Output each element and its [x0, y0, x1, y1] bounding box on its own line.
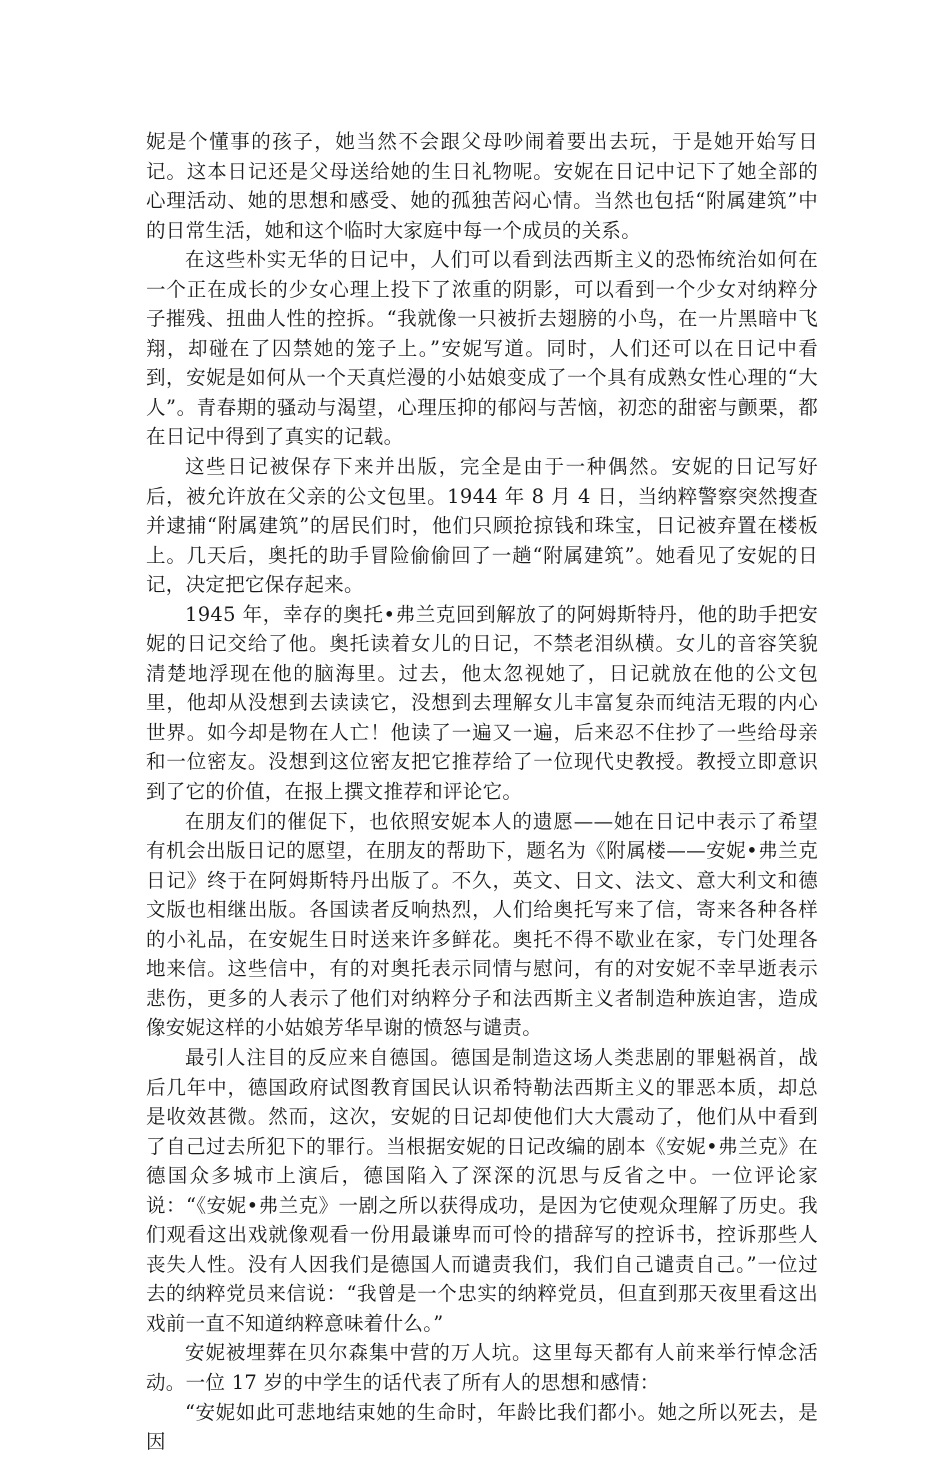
paragraph-6: 最引人注目的反应来自德国。德国是制造这场人类悲剧的罪魁祸首，战后几年中，德国政府试图教育国民认识希特勒法西斯主义的罪恶本质，却总是收效甚微。然而，这次，安妮的日记却使他们大大震动了，他们从中看到了自己过去所犯下的罪行。当根据安妮的日记改编的剧本《安妮•弗兰克》在德国众多城市上演后，德国陷入了深深的沉思与反省之中。一位评论家说：“《安妮•弗兰克》一剧之所以获得成功，是因为它使观众理解了历史。我们观看这出戏就像观看一份用最谦卑而可怜的措辞写的控诉书，控诉那些人丧失人性。没有人因我们是德国人而谴责我们，我们自己谴责自己。”一位过去的纳粹党员来信说：“我曾是一个忠实的纳粹党员，但直到那天夜里看这出戏前一直不知道纳粹意味着什么。”: [146, 1045, 818, 1335]
article-body: [146, 127, 818, 1457]
paragraph-3: 这些日记被保存下来并出版，完全是由于一种偶然。安妮的日记写好后，被允许放在父亲的公文包里。1944 年 8 月 4 日，当纳粹警察突然搜查并逮捕“附属建筑”的居民们时，他们只顾抢掠钱和珠宝，日记被弃置在楼板上。几天后，奥托的助手冒险偷偷回了一趟“附属建筑”。她看见了安妮的日记，决定把它保存起来。: [146, 455, 818, 597]
paragraph-4: 1945 年，幸存的奥托•弗兰克回到解放了的阿姆斯特丹，他的助手把安妮的日记交给了他。奥托读着女儿的日记，不禁老泪纵横。女儿的音容笑貌清楚地浮现在他的脑海里。过去，他太忽视她了，日记就放在他的公文包里，他却从没想到去读读它，没想到去理解女儿丰富复杂而纯洁无瑕的内心世界。如今却是物在人亡！他读了一遍又一遍，后来忍不住抄了一些给母亲和一位密友。没想到这位密友把它推荐给了一位现代史教授。教授立即意识到了它的价值，在报上撰文推荐和评论它。: [146, 602, 818, 804]
paragraph-7: 安妮被埋葬在贝尔森集中营的万人坑。这里每天都有人前来举行悼念活动。一位 17 岁的中学生的话代表了所有人的思想和感情：: [146, 1341, 818, 1394]
paragraph-2: 在这些朴实无华的日记中，人们可以看到法西斯主义的恐怖统治如何在一个正在成长的少女心理上投下了浓重的阴影，可以看到一个少女对纳粹分子摧残、扭曲人性的控拆。“我就像一只被折去翅膀的小鸟，在一片黑暗中飞翔，却碰在了囚禁她的笼子上。”安妮写道。同时，人们还可以在日记中看到，安妮是如何从一个天真烂漫的小姑娘变成了一个具有成熟女性心理的“大人”。青春期的骚动与渴望，心理压抑的郁闷与苦恼，初恋的甜密与颤栗，都在日记中得到了真实的记载。: [146, 248, 818, 449]
paragraph-5: 在朋友们的催促下，也依照安妮本人的遗愿——她在日记中表示了希望有机会出版日记的愿望，在朋友的帮助下，题名为《附属楼——安妮•弗兰克日记》终于在阿姆斯特丹出版了。不久，英文、日文、法文、意大利文和德文版也相继出版。各国读者反响热烈，人们给奥托写来了信，寄来各种各样的小礼品，在安妮生日时送来许多鲜花。奥托不得不歇业在家，专门处理各地来信。这些信中，有的对奥托表示同情与慰问，有的对安妮不幸早逝表示悲伤，更多的人表示了他们对纳粹分子和法西斯主义者制造种族迫害，造成像安妮这样的小姑娘芳华早谢的愤怒与谴责。: [146, 809, 818, 1040]
paragraph-8: “安妮如此可悲地结束她的生命时，年龄比我们都小。她之所以死去，是因: [146, 1400, 818, 1454]
paragraph-1: 妮是个懂事的孩子，她当然不会跟父母吵闹着要出去玩，于是她开始写日记。这本日记还是父母送给她的生日礼物呢。安妮在日记中记下了她全部的心理活动、她的思想和感受、她的孤独苦闷心情。当然也包括“附属建筑”中的日常生活，她和这个临时大家庭中每一个成员的关系。: [146, 130, 818, 242]
